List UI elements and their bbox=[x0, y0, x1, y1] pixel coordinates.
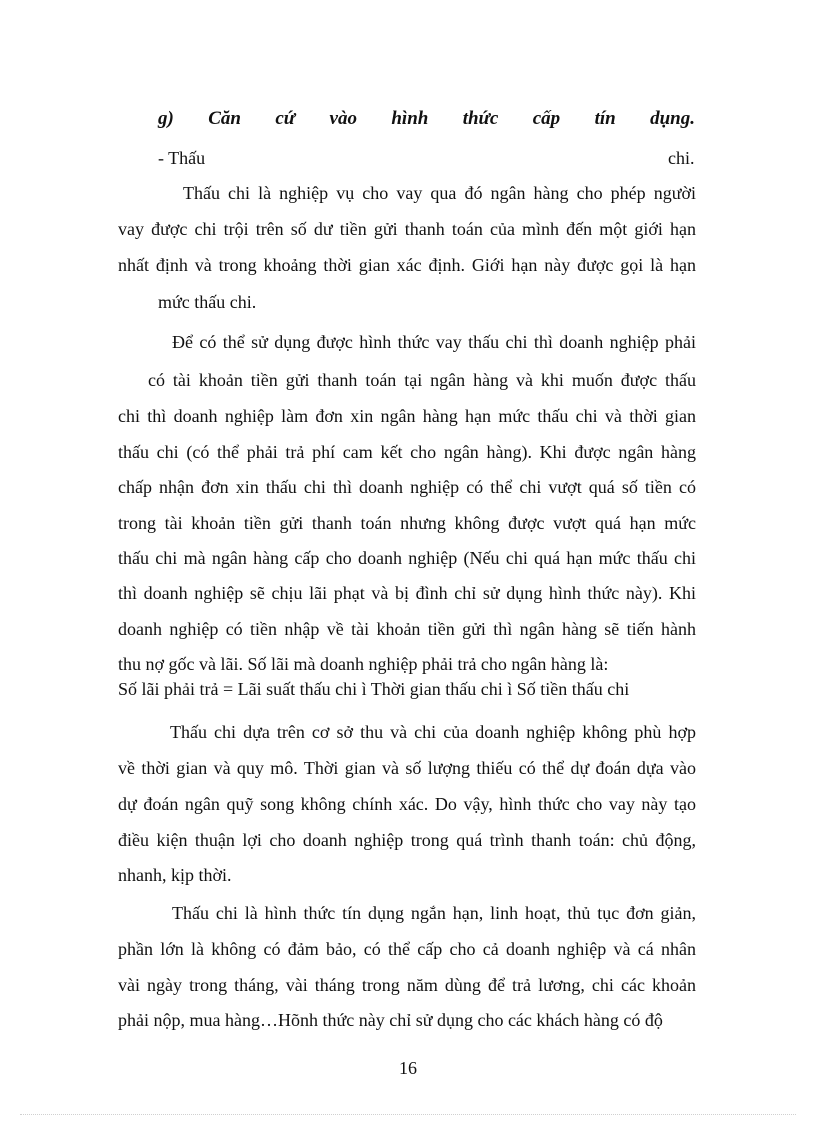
paragraph-line: dự đoán ngân quỹ song không chính xác. Do vậy, hình thức cho vay này tạo bbox=[118, 794, 696, 814]
heading-word: thức bbox=[462, 108, 499, 129]
heading-word: tín bbox=[594, 108, 616, 129]
paragraph-line: thì doanh nghiệp sẽ chịu lãi phạt và bị đình chỉ sử dụng hình thức này). Khi bbox=[118, 583, 696, 603]
subheading-right: chi. bbox=[668, 148, 695, 168]
paragraph-line: vài ngày trong tháng, vài tháng trong năm dùng để trả lương, chi các khoản bbox=[118, 975, 696, 995]
heading-word: hình bbox=[391, 108, 429, 129]
heading-word: cấp bbox=[532, 108, 561, 129]
paragraph-line: chấp nhận đơn xin thấu chi thì doanh nghiệp có thể chi vượt quá số tiền có bbox=[118, 477, 696, 497]
paragraph-line: thấu chi (có thể phải trả phí cam kết cho ngân hàng). Khi được ngân hàng bbox=[118, 442, 696, 462]
paragraph-line: Thấu chi là hình thức tín dụng ngắn hạn, linh hoạt, thủ tục đơn giản, bbox=[172, 903, 696, 923]
page-bottom-rule bbox=[20, 1114, 796, 1115]
paragraph-line: trong tài khoản tiền gửi thanh toán nhưng không được vượt quá hạn mức bbox=[118, 513, 696, 533]
paragraph-line: về thời gian và quy mô. Thời gian và số lượng thiếu có thể dự đoán dựa vào bbox=[118, 758, 696, 778]
subheading-left: - Thấu bbox=[158, 148, 206, 168]
paragraph-line: Thấu chi dựa trên cơ sở thu và chi của doanh nghiệp không phù hợp bbox=[170, 722, 696, 742]
heading-word: g) bbox=[158, 108, 174, 129]
paragraph-line: Thấu chi là nghiệp vụ cho vay qua đó ngân hàng cho phép người bbox=[183, 183, 696, 203]
paragraph-line: doanh nghiệp có tiền nhập về tài khoản tiền gửi thì ngân hàng sẽ tiến hành bbox=[118, 619, 696, 639]
paragraph-line: có tài khoản tiền gửi thanh toán tại ngân hàng và khi muốn được thấu bbox=[148, 370, 696, 390]
paragraph-line: Để có thể sử dụng được hình thức vay thấu chi thì doanh nghiệp phải bbox=[172, 332, 696, 352]
paragraph-line: phần lớn là không có đảm bảo, có thể cấp cho cả doanh nghiệp và cá nhân bbox=[118, 939, 696, 959]
heading-word: Căn bbox=[208, 108, 241, 129]
heading-word: vào bbox=[329, 108, 357, 129]
paragraph-line: nhất định và trong khoảng thời gian xác định. Giới hạn này được gọi là hạn bbox=[118, 255, 696, 275]
interest-formula: Số lãi phải trả = Lãi suất thấu chi ì Thời gian thấu chi ì Số tiền thấu chi bbox=[118, 679, 630, 699]
heading-word: cứ bbox=[275, 108, 296, 129]
page-number: 16 bbox=[399, 1058, 417, 1078]
paragraph-line: chi thì doanh nghiệp làm đơn xin ngân hàng hạn mức thấu chi và thời gian bbox=[118, 406, 696, 426]
paragraph-line: mức thấu chi. bbox=[158, 292, 257, 312]
heading-word: dụng. bbox=[650, 108, 695, 129]
paragraph-line: thấu chi mà ngân hàng cấp cho doanh nghiệp (Nếu chi quá hạn mức thấu chi bbox=[118, 548, 696, 568]
paragraph-line: nhanh, kịp thời. bbox=[118, 865, 232, 885]
paragraph-line: điều kiện thuận lợi cho doanh nghiệp trong quá trình thanh toán: chủ động, bbox=[118, 830, 696, 850]
paragraph-line: vay được chi trội trên số dư tiền gửi thanh toán của mình đến một giới hạn bbox=[118, 219, 696, 239]
paragraph-line: phải nộp, mua hàng…Hõnh thức này chỉ sử dụng cho các khách hàng có độ bbox=[118, 1010, 663, 1030]
paragraph-line: thu nợ gốc và lãi. Số lãi mà doanh nghiệp phải trả cho ngân hàng là: bbox=[118, 654, 609, 674]
section-heading bbox=[158, 108, 695, 130]
